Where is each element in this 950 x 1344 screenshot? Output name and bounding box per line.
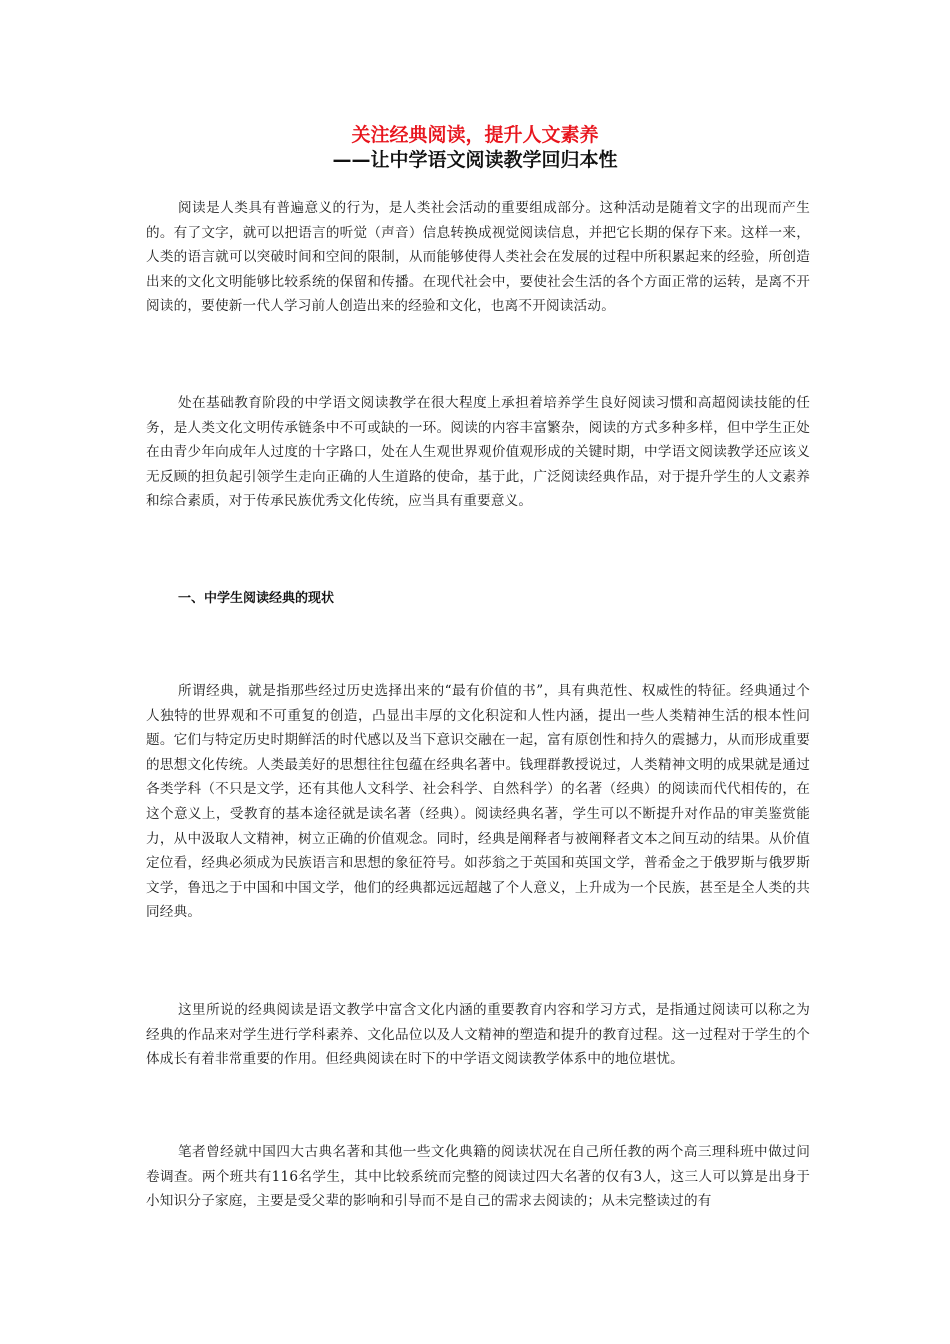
document-subtitle: ——让中学语文阅读教学回归本性 xyxy=(332,149,618,171)
document-title: 关注经典阅读，提升人文素养 xyxy=(351,124,599,146)
paragraph-survey: 笔者曾经就中国四大古典名著和其他一些文化典籍的阅读状况在自己所任教的两个高三理科班中做过问卷调查。两个班共有116名学生，其中比较系统而完整的阅读过四大名著的仅有3人，这三人可以算是出身于小知识分子家庭，主要是受父辈的影响和引导而不是自己的需求去阅读的；从未完整读过的有 xyxy=(146,1144,810,1210)
paragraph-classics-definition: 所谓经典，就是指那些经过历史选择出来的“最有价值的书”，具有典范性、权威性的特征。经典通过个人独特的世界观和不可重复的创造，凸显出丰厚的文化积淀和人性内涵，提出一些人类精神生活的根本性问题。它们与特定历史时期鲜活的时代感以及当下意识交融在一起，富有原创性和持久的震撼力，从而形成重要的思想文化传统。人类最美好的思想往往包蕴在经典名著中。钱理群教授说过，人类精神文明的成果就是通过各类学科（不只是文学，还有其他人文科学、社会科学、自然科学）的名著（经典）的阅读而代代相传的，在这个意义上，受教育的基本途径就是读名著（经典）。阅读经典名著，学生可以不断提升对作品的审美鉴赏能力，从中汲取人文精神，树立正确的价值观念。同时，经典是阐释者与被阐释者文本之间互动的结果。从价值定位看，经典必须成为民族语言和思想的象征符号。如莎翁之于英国和英国文学，普希金之于俄罗斯与俄罗斯文学，鲁迅之于中国和中国文学，他们的经典都远远超越了个人意义，上升成为一个民族，甚至是全人类的共同经典。 xyxy=(146,683,810,921)
paragraph-intro-1: 阅读是人类具有普遍意义的行为，是人类社会活动的重要组成部分。这种活动是随着文字的出现而产生的。有了文字，就可以把语言的听觉（声音）信息转换成视觉阅读信息，并把它长期的保存下来。这样一来，人类的语言就可以突破时间和空间的限制，从而能够使得人类社会在发展的过程中所积累起来的经验，所创造出来的文化文明能够比较系统的保留和传播。在现代社会中，要使社会生活的各个方面正常的运转，是离不开阅读的，要使新一代人学习前人创造出来的经验和文化，也离不开阅读活动。 xyxy=(146,200,810,315)
paragraph-intro-2: 处在基础教育阶段的中学语文阅读教学在很大程度上承担着培养学生良好阅读习惯和高超阅读技能的任务，是人类文化文明传承链条中不可或缺的一环。阅读的内容丰富繁杂，阅读的方式多种多样，但中学生正处在由青少年向成年人过度的十字路口，处在人生观世界观价值观形成的关键时期，中学语文阅读教学还应该义无反顾的担负起引领学生走向正确的人生道路的使命，基于此，广泛阅读经典作品，对于提升学生的人文素养和综合素质，对于传承民族优秀文化传统，应当具有重要意义。 xyxy=(146,395,810,510)
section-heading: 一、中学生阅读经典的现状 xyxy=(178,591,335,606)
paragraph-classics-reading: 这里所说的经典阅读是语文教学中富含文化内涵的重要教育内容和学习方式，是指通过阅读可以称之为经典的作品来对学生进行学科素养、文化品位以及人文精神的塑造和提升的教育过程。这一过程对于学生的个体成长有着非常重要的作用。但经典阅读在时下的中学语文阅读教学体系中的地位堪忧。 xyxy=(146,1002,810,1068)
